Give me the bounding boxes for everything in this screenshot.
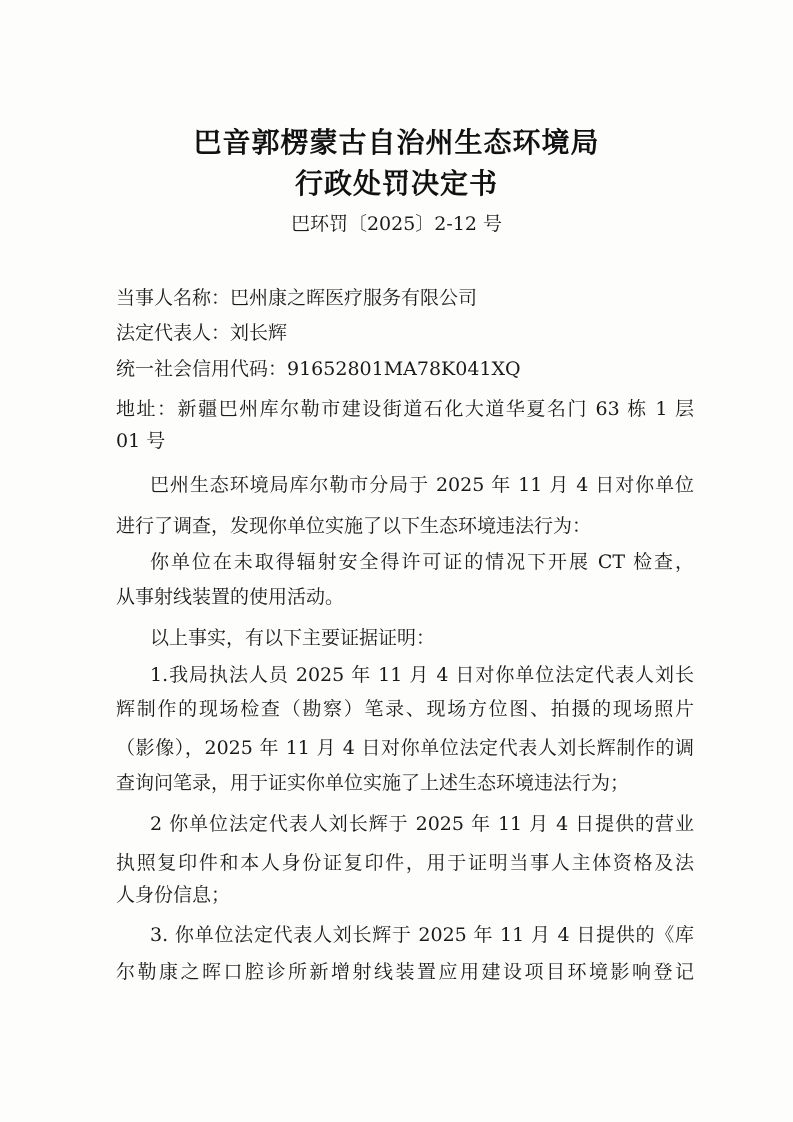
paragraph-line: 从事射线装置的使用活动。 [116, 586, 345, 608]
paragraph-line: 执照复印件和本人身份证复印件，用于证明当事人主体资格及法 [116, 852, 694, 874]
address-line-2: 01 号 [116, 430, 166, 452]
paragraph-line: 2 你单位法定代表人刘长辉于 2025 年 11 月 4 日提供的营业 [150, 813, 694, 835]
document-number: 巴环罚〔2025〕2-12 号 [290, 213, 503, 235]
paragraph-line: 查询问笔录，用于证实你单位实施了上述生态环境违法行为； [116, 772, 630, 794]
paragraph-line: 巴州生态环境局库尔勒市分局于 2025 年 11 月 4 日对你单位 [150, 474, 694, 496]
legal-representative: 法定代表人：刘长辉 [116, 322, 288, 344]
credit-code: 统一社会信用代码：91652801MA78K041XQ [116, 358, 521, 380]
document-title-line2: 行政处罚决定书 [294, 167, 498, 200]
paragraph-line: 3. 你单位法定代表人刘长辉于 2025 年 11 月 4 日提供的《库 [150, 924, 694, 946]
paragraph-line: 人身份信息； [116, 884, 231, 906]
document-title-line1: 巴音郭楞蒙古自治州生态环境局 [193, 126, 600, 159]
paragraph-line: 以上事实，有以下主要证据证明： [150, 627, 436, 649]
paragraph-line: 辉制作的现场检查（勘察）笔录、现场方位图、拍摄的现场照片 [116, 698, 694, 720]
paragraph-line: 进行了调查，发现你单位实施了以下生态环境违法行为： [116, 515, 592, 537]
paragraph-line: 1.我局执法人员 2025 年 11 月 4 日对你单位法定代表人刘长 [150, 664, 694, 686]
paragraph-line: （影像），2025 年 11 月 4 日对你单位法定代表人刘长辉制作的调 [116, 737, 694, 759]
party-name: 当事人名称：巴州康之晖医疗服务有限公司 [116, 287, 478, 309]
address-line-1: 地址：新疆巴州库尔勒市建设街道石化大道华夏名门 63 栋 1 层 [116, 398, 694, 420]
paragraph-line: 你单位在未取得辐射安全得许可证的情况下开展 CT 检查， [150, 551, 694, 573]
paragraph-line: 尔勒康之晖口腔诊所新增射线装置应用建设项目环境影响登记 [116, 961, 694, 983]
